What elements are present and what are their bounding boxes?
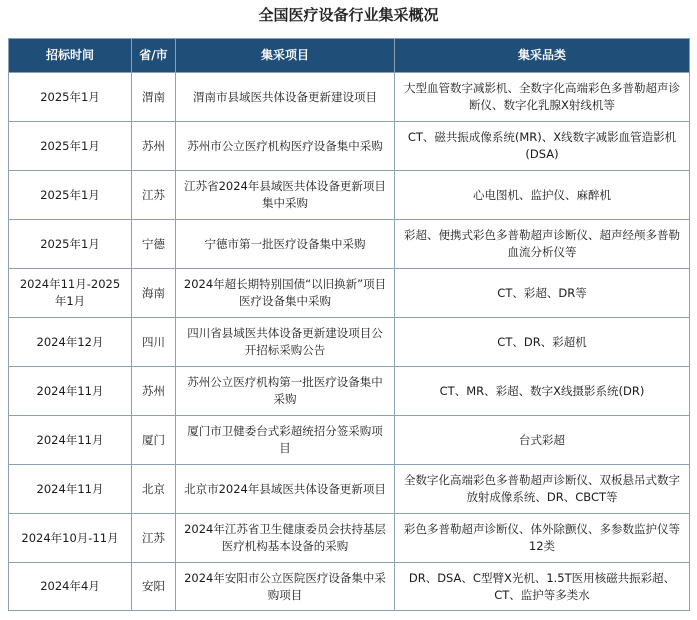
table-row — [9, 171, 690, 220]
cell-category: 大型血管数字减影机、全数字化高端彩色多普勒超声诊断仪、数字化乳腺X射线机等 — [395, 73, 690, 122]
table-row — [9, 318, 690, 367]
cell-time: 2025年1月 — [9, 171, 132, 220]
cell-category: 彩色多普勒超声诊断仪、体外除颤仪、多参数监护仪等12类 — [395, 514, 690, 563]
table-row — [9, 416, 690, 465]
cell-project: 2024年安阳市公立医院医疗设备集中采购项目 — [176, 563, 395, 611]
cell-project: 四川省县域医共体设备更新建设项目公开招标采购公告 — [176, 318, 395, 367]
table-row — [9, 563, 690, 611]
procurement-table — [8, 38, 690, 611]
cell-region: 宁德 — [132, 220, 176, 269]
table-row — [9, 465, 690, 514]
cell-category: 全数字化高端彩色多普勒超声诊断仪、双板悬吊式数字放射成像系统、DR、CBCT等 — [395, 465, 690, 514]
cell-time: 2025年1月 — [9, 122, 132, 171]
cell-time: 2024年4月 — [9, 563, 132, 611]
header-project: 集采项目 — [176, 39, 395, 73]
cell-category: CT、DR、彩超机 — [395, 318, 690, 367]
table-row — [9, 269, 690, 318]
cell-time: 2025年1月 — [9, 73, 132, 122]
cell-project: 渭南市县域医共体设备更新建设项目 — [176, 73, 395, 122]
cell-time: 2025年1月 — [9, 220, 132, 269]
header-time: 招标时间 — [9, 39, 132, 73]
table-row — [9, 122, 690, 171]
cell-category: 台式彩超 — [395, 416, 690, 465]
cell-time: 2024年11月 — [9, 367, 132, 416]
cell-region: 渭南 — [132, 73, 176, 122]
cell-category: CT、彩超、DR等 — [395, 269, 690, 318]
cell-project: 2024年江苏省卫生健康委员会扶持基层医疗机构基本设备的采购 — [176, 514, 395, 563]
cell-region: 江苏 — [132, 171, 176, 220]
cell-region: 苏州 — [132, 367, 176, 416]
cell-category: 彩超、便携式彩色多普勒超声诊断仪、超声经颅多普勒血流分析仪等 — [395, 220, 690, 269]
table-row — [9, 73, 690, 122]
table-row — [9, 220, 690, 269]
page-title: 全国医疗设备行业集采概况 — [258, 6, 439, 24]
cell-project: 江苏省2024年县域医共体设备更新项目集中采购 — [176, 171, 395, 220]
cell-category: CT、MR、彩超、数字X线摄影系统(DR) — [395, 367, 690, 416]
cell-time: 2024年10月-11月 — [9, 514, 132, 563]
cell-region: 苏州 — [132, 122, 176, 171]
cell-region: 厦门 — [132, 416, 176, 465]
cell-region: 北京 — [132, 465, 176, 514]
cell-region: 江苏 — [132, 514, 176, 563]
cell-project: 2024年超长期特别国债“以旧换新”项目医疗设备集中采购 — [176, 269, 395, 318]
cell-region: 四川 — [132, 318, 176, 367]
table-header-row — [9, 39, 690, 73]
cell-time: 2024年12月 — [9, 318, 132, 367]
cell-category: DR、DSA、C型臂X光机、1.5T医用核磁共振彩超、CT、监护等多类水 — [395, 563, 690, 611]
cell-category: CT、磁共振成像系统(MR)、X线数字减影血管造影机(DSA) — [395, 122, 690, 171]
cell-project: 苏州市公立医疗机构医疗设备集中采购 — [176, 122, 395, 171]
cell-region: 安阳 — [132, 563, 176, 611]
cell-project: 北京市2024年县域医共体设备更新项目 — [176, 465, 395, 514]
header-region: 省/市 — [132, 39, 176, 73]
cell-time: 2024年11月 — [9, 416, 132, 465]
cell-time: 2024年11月 — [9, 465, 132, 514]
header-category: 集采品类 — [395, 39, 690, 73]
cell-time: 2024年11月-2025年1月 — [9, 269, 132, 318]
cell-project: 宁德市第一批医疗设备集中采购 — [176, 220, 395, 269]
table-row — [9, 367, 690, 416]
table-row — [9, 514, 690, 563]
cell-project: 苏州公立医疗机构第一批医疗设备集中采购 — [176, 367, 395, 416]
cell-category: 心电图机、监护仪、麻醉机 — [395, 171, 690, 220]
cell-region: 海南 — [132, 269, 176, 318]
cell-project: 厦门市卫健委台式彩超统招分签采购项目 — [176, 416, 395, 465]
